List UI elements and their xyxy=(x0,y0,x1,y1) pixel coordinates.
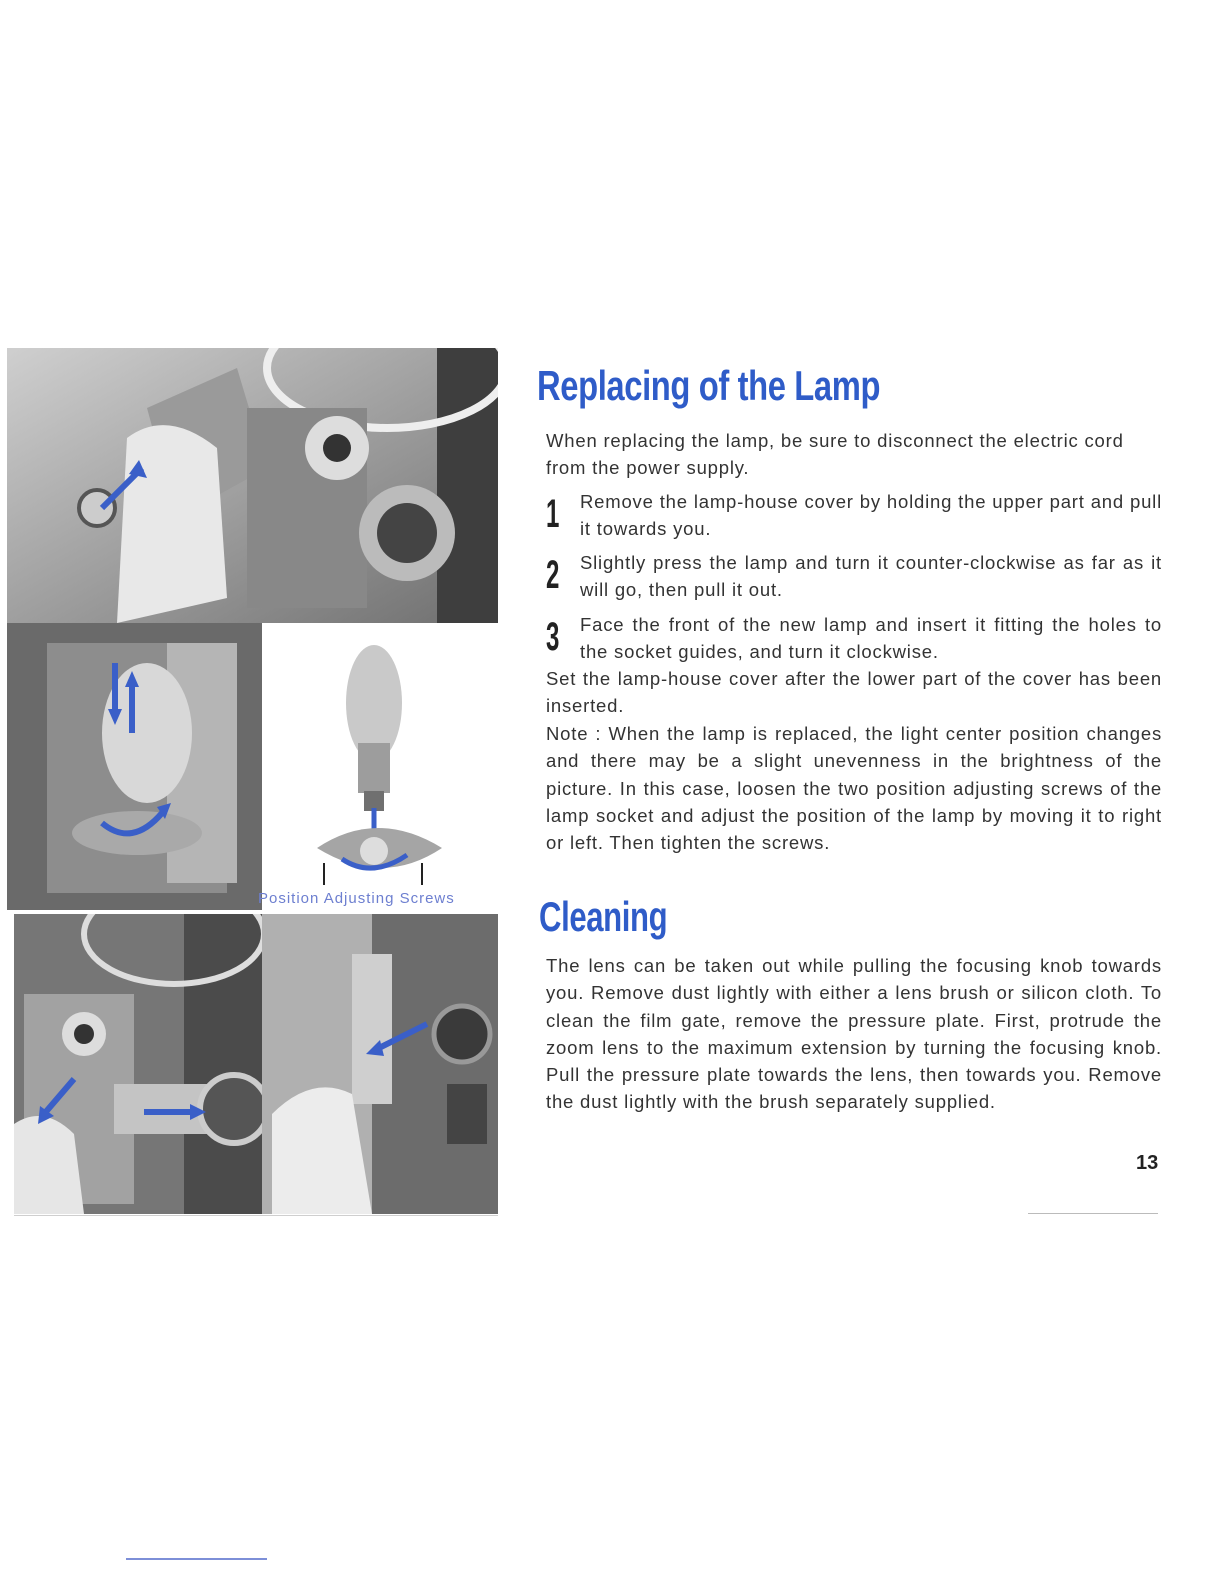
divider xyxy=(1028,1213,1158,1214)
photo-remove-lamp-cover-art xyxy=(7,348,498,623)
step-number: 3 xyxy=(546,615,560,659)
divider xyxy=(14,1215,498,1216)
footer-rule xyxy=(126,1558,267,1560)
cleaning-text: The lens can be taken out while pulling the focusing knob towards you. Remove dust lightly with either a lens brush or silicon cloth. To clean the film gate, remove the pressure plate. First, protrude the zoom lens to the maximum extension by turning the focusing knob. Pull the pressure plate towards the lens, then towards you. Remove the dust lightly with the brush separately supplied. xyxy=(546,955,1162,1113)
photo-film-gate-pressure-plate-art xyxy=(262,914,498,1214)
step-text: Face the front of the new lamp and insert it fitting the holes to the socket guides, and turn it clockwise. xyxy=(580,614,1162,663)
photo-lamp-bulb-socket-art xyxy=(262,623,498,888)
photo-lamp-in-housing-art xyxy=(7,623,262,910)
step-number: 2 xyxy=(546,553,560,597)
step-text: Slightly press the lamp and turn it counter-clockwise as far as it will go, then pull it out. xyxy=(580,552,1162,601)
photo-lens-removal-art xyxy=(14,914,262,1214)
section-title-cleaning: Cleaning xyxy=(539,893,668,940)
photo-lamp-in-housing xyxy=(7,623,262,910)
step-number: 1 xyxy=(546,492,560,536)
lamp-step-3 xyxy=(546,611,1162,666)
figure-caption: Position Adjusting Screws xyxy=(258,890,455,907)
lamp-step-3-continued: Set the lamp-house cover after the lower part of the cover has been inserted. xyxy=(546,668,1162,717)
photo-lens-removal xyxy=(14,914,262,1214)
photo-film-gate-pressure-plate xyxy=(262,914,498,1214)
lamp-note: Note : When the lamp is replaced, the light center position changes and there may be a slight unevenness in the brightness of the picture. In this case, loosen the two position adjusting screws of the lamp socket and adjust the position of the lamp by moving it to right or left. Then tighten the screws. xyxy=(546,723,1162,854)
lamp-intro-text: When replacing the lamp, be sure to disconnect the electric cord from the power supply. xyxy=(546,430,1124,479)
lamp-step-1 xyxy=(546,488,1162,543)
photo-remove-lamp-cover xyxy=(7,348,498,623)
page-number: 13 xyxy=(1136,1152,1159,1174)
photo-lamp-bulb-socket xyxy=(262,623,498,888)
step-text: Remove the lamp-house cover by holding the upper part and pull it towards you. xyxy=(580,491,1162,540)
section-title-replacing-lamp: Replacing of the Lamp xyxy=(537,362,881,409)
lamp-step-2 xyxy=(546,549,1162,604)
